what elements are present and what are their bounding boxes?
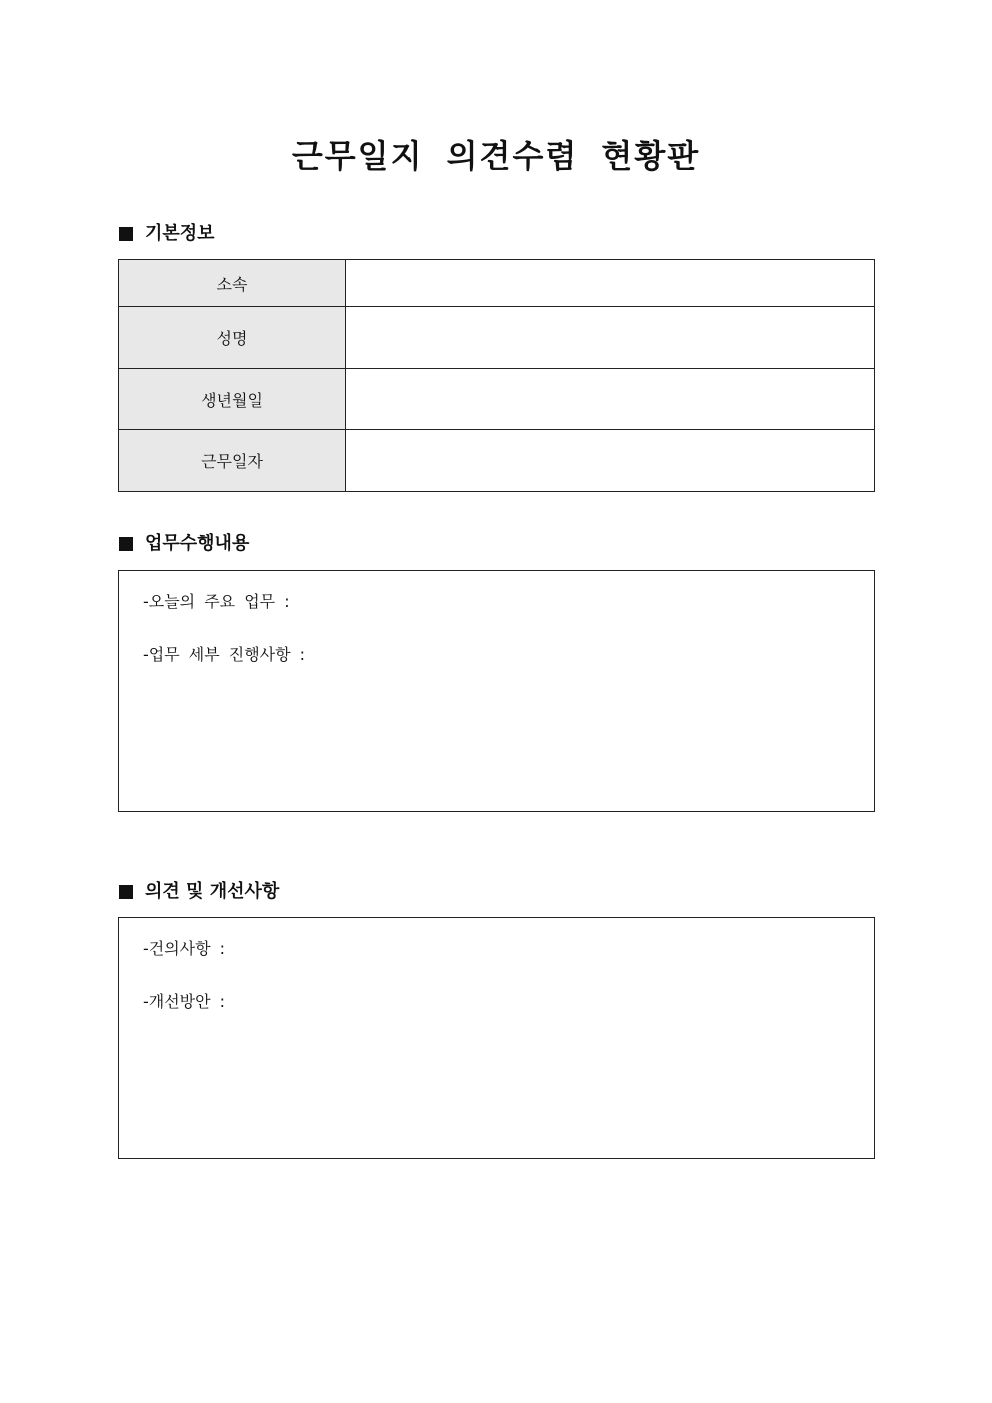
opinions-box[interactable] <box>118 917 875 1159</box>
suggestion-line: -건의사항 : <box>143 939 226 958</box>
table-row <box>119 307 875 369</box>
basic-info-heading-text: 기본정보 <box>145 223 215 244</box>
work-content-box[interactable] <box>118 570 875 812</box>
work-date-field[interactable] <box>346 430 875 492</box>
basic-info-heading <box>119 222 215 246</box>
table-row <box>119 430 875 492</box>
name-label: 성명 <box>119 307 346 369</box>
affiliation-field[interactable] <box>346 260 875 307</box>
birthdate-field[interactable] <box>346 369 875 430</box>
work-date-label: 근무일자 <box>119 430 346 492</box>
table-row <box>119 369 875 430</box>
main-task-line: -오늘의 주요 업무 : <box>143 592 290 611</box>
opinions-heading <box>119 880 279 904</box>
square-bullet-icon <box>119 537 133 551</box>
task-detail-line: -업무 세부 진행사항 : <box>143 645 306 664</box>
table-row <box>119 260 875 307</box>
birthdate-label: 생년월일 <box>119 369 346 430</box>
improvement-line: -개선방안 : <box>143 992 226 1011</box>
opinions-heading-text: 의견 및 개선사항 <box>145 881 280 902</box>
name-field[interactable] <box>346 307 875 369</box>
page-title: 근무일지 의견수렴 현황판 <box>291 137 701 175</box>
work-content-heading <box>119 532 249 556</box>
basic-info-table <box>118 259 875 492</box>
square-bullet-icon <box>119 885 133 899</box>
work-content-heading-text: 업무수행내용 <box>145 533 250 554</box>
affiliation-label: 소속 <box>119 260 346 307</box>
square-bullet-icon <box>119 227 133 241</box>
